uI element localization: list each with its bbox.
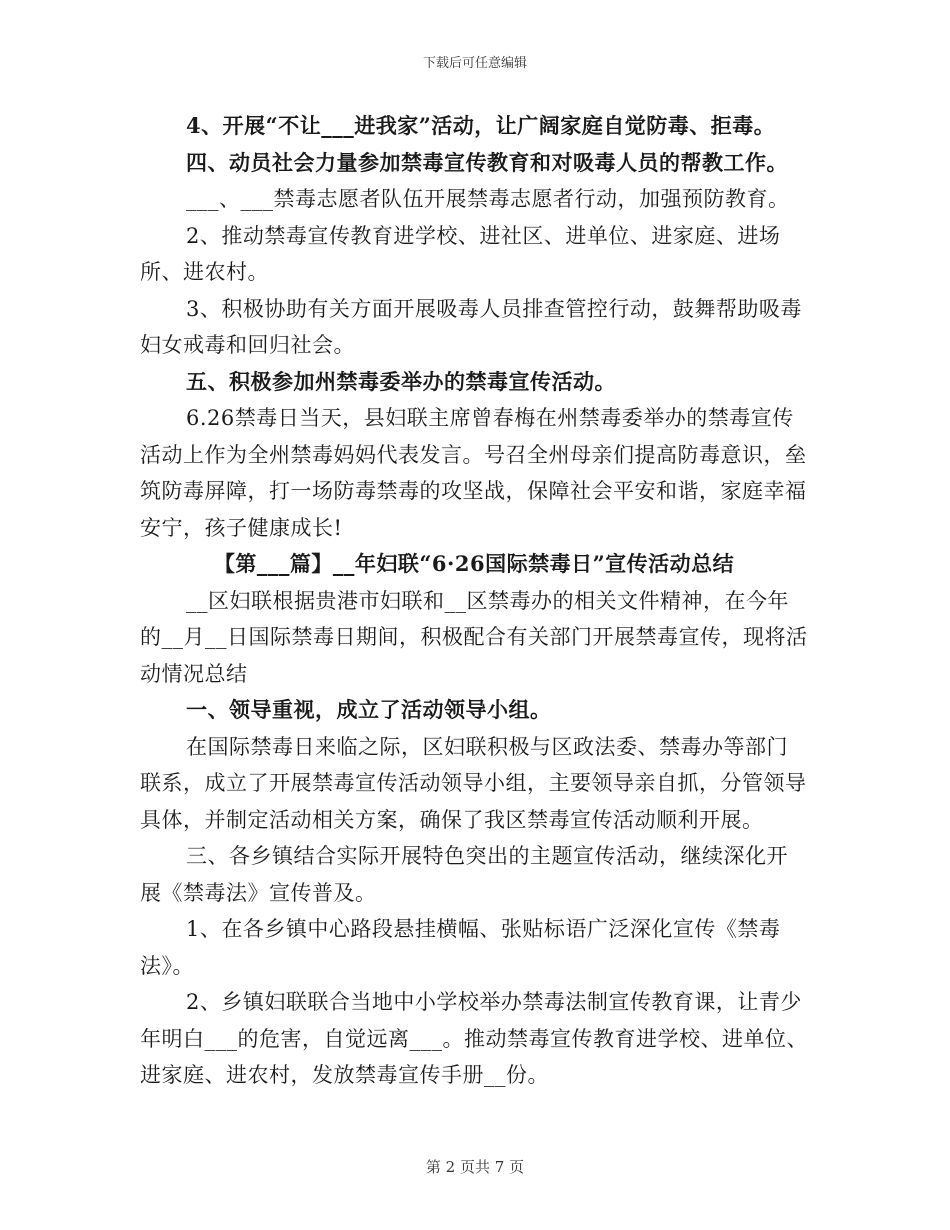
paragraph-12: 三、各乡镇结合实际开展特色突出的主题宣传活动，继续深化开展《禁毒法》宣传普及。 <box>140 844 788 905</box>
page-footer: 第 2 页共 7 页 <box>425 1158 525 1176</box>
paragraph-5: 3、积极协助有关方面开展吸毒人员排查管控行动，鼓舞帮助吸毒妇女戒毒和回归社会。 <box>140 296 802 357</box>
section-heading-1: 一、领导重视，成立了活动领导小组。 <box>186 697 552 722</box>
page-header: 下载后可任意编辑 <box>422 56 527 71</box>
paragraph-3: ___、___禁毒志愿者队伍开展禁毒志愿者行动，加强预防教育。 <box>186 187 790 211</box>
section-heading-5: 五、积极参加州禁毒委举办的禁毒宣传活动。 <box>186 368 616 394</box>
paragraph-11: 在国际禁毒日来临之际，区妇联积极与区政法委、禁毒办等部门联系，成立了开展禁毒宣传活动领导小组，主要领导亲自抓，分管领导具体，并制定活动相关方案，确保了我区禁毒宣传活动顺利开展。 <box>140 734 807 832</box>
article-title: 【第___篇】__年妇联“6·26国际禁毒日”宣传活动总结 <box>213 551 735 576</box>
section-heading-4: 四、动员社会力量参加禁毒宣传教育和对吸毒人员的帮教工作。 <box>186 149 788 175</box>
paragraph-14: 2、乡镇妇联联合当地中小学校举办禁毒法制宣传教育课，让青少年明白___的危害，自觉远离___。推动禁毒宣传教育进学校、进单位、进家庭、进农村，发放禁毒宣传手册__份。 <box>140 990 808 1087</box>
paragraph-1: 4、开展“不让___进我家”活动，让广阔家庭自觉防毒、拒毒。 <box>186 113 776 138</box>
paragraph-13: 1、在各乡镇中心路段悬挂横幅、张贴标语广泛深化宣传《禁毒法》。 <box>140 917 781 978</box>
paragraph-9: __区妇联根据贵港市妇联和__区禁毒办的相关文件精神，在今年的__月__日国际禁毒日期间，积极配合有关部门开展禁毒宣传，现将活动情况总结 <box>140 588 808 686</box>
paragraph-7: 6.26禁毒日当天，县妇联主席曾春梅在州禁毒委举办的禁毒宣传活动上作为全州禁毒妈妈代表发言。号召全州母亲们提高防毒意识，垒筑防毒屏障，打一场防毒禁毒的攻坚战，保障社会平安和谐，家庭幸福安宁，孩子健康成长! <box>140 406 807 540</box>
document-body <box>140 108 808 1094</box>
paragraph-4: 2、推动禁毒宣传教育进学校、进社区、进单位、进家庭、进场所、进农村。 <box>140 223 781 284</box>
